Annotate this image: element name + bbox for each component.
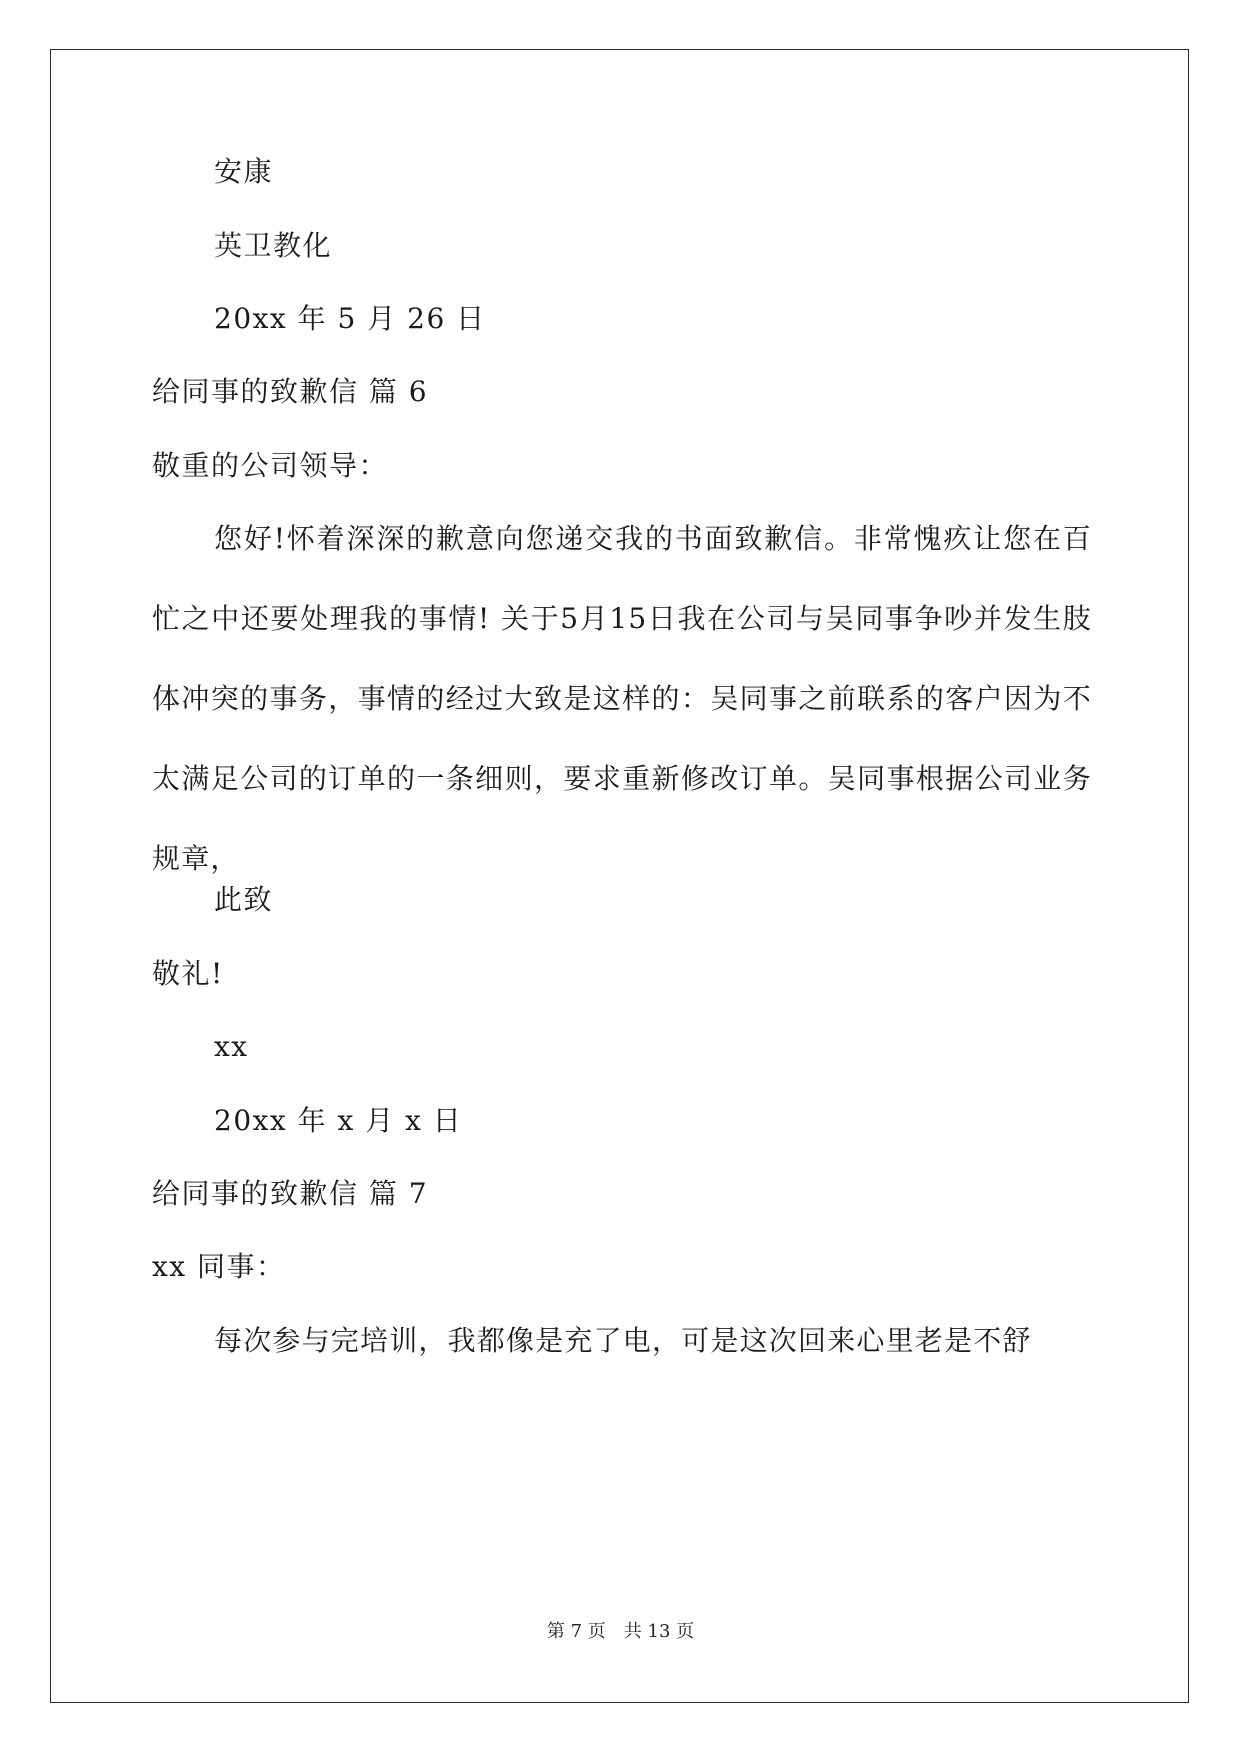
salutation: 敬重的公司领导： — [152, 449, 389, 482]
signature-name: 英卫教化 — [214, 229, 333, 262]
closing-wish: 安康 — [214, 155, 274, 188]
section-heading-6: 给同事的致歉信 篇 6 — [152, 375, 429, 408]
salutation-colleague: xx 同事： — [152, 1250, 286, 1283]
section-heading-7: 给同事的致歉信 篇 7 — [152, 1177, 429, 1210]
closing-phrase: 此致 — [214, 883, 274, 916]
page-footer: 第 7 页 共 13 页 — [546, 1621, 695, 1642]
closing-regards: 敬礼! — [152, 957, 224, 990]
signature-date: 20xx 年 5 月 26 日 — [214, 302, 486, 335]
signature-placeholder: xx — [214, 1030, 249, 1063]
body-paragraph-1: 您好!怀着深深的歉意向您递交我的书面致歉信。非常愧疚让您在百忙之中还要处理我的事情! 关于5月15日我在公司与吴同事争吵并发生肢体冲突的事务，事情的经过大致是这样的：吴同事之前联系的客户因为不太满足公司的订单的一条细则，要求重新修改订单。吴同事根据公司业务规章， — [152, 522, 1092, 875]
body-paragraph-2: 每次参与完培训，我都像是充了电，可是这次回来心里老是不舒 — [214, 1324, 1032, 1357]
signature-date-placeholder: 20xx 年 x 月 x 日 — [214, 1104, 463, 1137]
